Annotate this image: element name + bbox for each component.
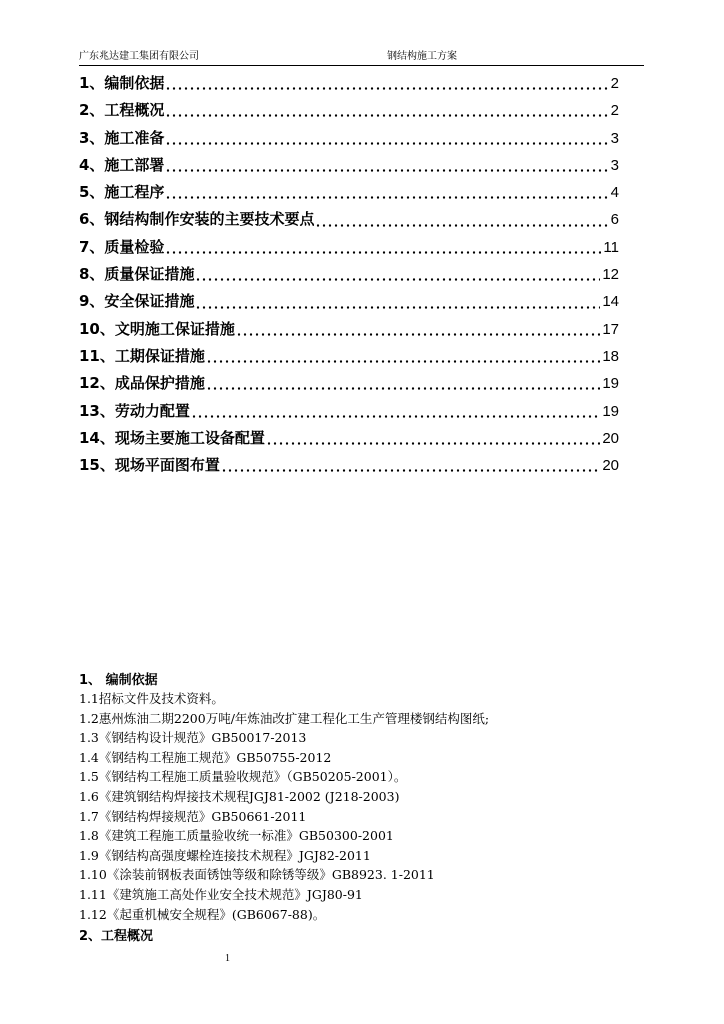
toc-entry[interactable]: [79, 400, 619, 427]
section-1-title: 1、 编制依据: [79, 673, 158, 688]
toc-dot-leader: [165, 87, 608, 90]
section-2-title: 2、工程概况: [79, 929, 154, 944]
toc-entry[interactable]: [79, 154, 619, 181]
toc-entry-label: 9、安全保证措施: [79, 292, 195, 311]
toc-entry[interactable]: [79, 72, 619, 99]
toc-entry-page: 6: [610, 211, 619, 229]
toc-entry-label: 3、施工准备: [79, 128, 165, 147]
toc-entry-label: 10、文明施工保证措施: [79, 319, 235, 338]
reference-item: 1.10《涂装前钢板表面锈蚀等级和除锈等级》GB8923. 1-2011: [79, 867, 435, 883]
reference-item: 1.5《钢结构工程施工质量验收规范》（GB50205-2001）。: [79, 769, 407, 785]
toc-dot-leader: [191, 415, 600, 418]
toc-entry[interactable]: [79, 372, 619, 399]
reference-item: 1.7《钢结构焊接规范》GB50661-2011: [79, 808, 307, 824]
toc-entry[interactable]: [79, 345, 619, 372]
toc-entry[interactable]: [79, 236, 619, 263]
toc-entry[interactable]: [79, 290, 619, 317]
toc-entry-label: 12、成品保护措施: [79, 374, 205, 393]
toc-entry[interactable]: [79, 181, 619, 208]
toc-entry[interactable]: [79, 208, 619, 235]
header-doc-title: 钢结构施工方案: [387, 51, 457, 62]
toc-entry-page: 19: [602, 402, 619, 420]
toc-entry-page: 2: [610, 102, 619, 120]
reference-item: 1.9《钢结构高强度螺栓连接技术规程》JGJ82-2011: [79, 847, 371, 863]
toc-entry-page: 20: [602, 429, 619, 447]
toc-entry-label: 15、现场平面图布置: [79, 456, 220, 475]
toc-dot-leader: [266, 442, 600, 445]
toc-dot-leader: [315, 224, 608, 227]
toc-entry-label: 13、劳动力配置: [79, 401, 190, 420]
toc-dot-leader: [206, 360, 600, 363]
table-of-contents: [79, 72, 619, 481]
toc-entry-label: 8、质量保证措施: [79, 265, 195, 284]
toc-dot-leader: [165, 196, 608, 199]
toc-entry[interactable]: [79, 318, 619, 345]
toc-dot-leader: [165, 114, 608, 117]
reference-item: 1.1招标文件及技术资料。: [79, 691, 224, 706]
page-number: 1: [225, 953, 230, 964]
toc-entry-page: 20: [602, 457, 619, 475]
toc-entry-label: 4、施工部署: [79, 155, 165, 174]
toc-dot-leader: [165, 251, 601, 254]
toc-entry[interactable]: [79, 263, 619, 290]
reference-item: 1.2惠州炼油二期2200万吨/年炼油改扩建工程化工生产管理楼钢结构图纸;: [79, 710, 490, 726]
toc-dot-leader: [195, 306, 600, 309]
toc-entry-page: 17: [602, 320, 619, 338]
toc-entry-page: 3: [610, 129, 619, 147]
toc-entry-label: 5、施工程序: [79, 183, 165, 202]
toc-entry-page: 11: [603, 238, 619, 256]
toc-entry[interactable]: [79, 99, 619, 126]
toc-entry-label: 1、编制依据: [79, 74, 165, 92]
toc-dot-leader: [165, 142, 608, 145]
reference-item: 1.4《钢结构工程施工规范》GB50755-2012: [79, 749, 332, 765]
toc-dot-leader: [195, 278, 600, 281]
toc-entry-page: 2: [610, 75, 619, 92]
reference-item: 1.11《建筑施工高处作业安全技术规范》JGJ80-91: [79, 886, 363, 902]
toc-entry[interactable]: [79, 454, 619, 481]
toc-entry-page: 4: [610, 184, 619, 202]
toc-entry-label: 7、质量检验: [79, 237, 165, 256]
header-company: 广东兆达建工集团有限公司: [79, 51, 199, 62]
toc-entry-page: 14: [602, 293, 619, 311]
toc-entry-page: 12: [602, 266, 619, 284]
toc-dot-leader: [165, 169, 608, 172]
toc-entry[interactable]: [79, 427, 619, 454]
reference-item: 1.12《起重机械安全规程》(GB6067-88)。: [79, 906, 326, 922]
toc-dot-leader: [236, 333, 600, 336]
toc-entry-label: 2、工程概况: [79, 101, 165, 120]
reference-item: 1.3《钢结构设计规范》GB50017-2013: [79, 730, 307, 746]
section-1-body: [79, 689, 639, 924]
toc-entry-label: 6、钢结构制作安装的主要技术要点: [79, 210, 315, 229]
toc-entry-page: 3: [610, 156, 619, 174]
toc-entry-label: 11、工期保证措施: [79, 346, 205, 365]
toc-dot-leader: [221, 469, 600, 472]
toc-entry[interactable]: [79, 127, 619, 154]
reference-item: 1.8《建筑工程施工质量验收统一标准》GB50300-2001: [79, 828, 394, 844]
toc-entry-page: 19: [602, 375, 619, 393]
toc-entry-page: 18: [602, 347, 619, 365]
toc-dot-leader: [206, 387, 600, 390]
page-header: [79, 48, 644, 66]
toc-entry-label: 14、现场主要施工设备配置: [79, 428, 265, 447]
reference-item: 1.6《建筑钢结构焊接技术规程JGJ81-2002 (J218-2003): [79, 788, 400, 804]
